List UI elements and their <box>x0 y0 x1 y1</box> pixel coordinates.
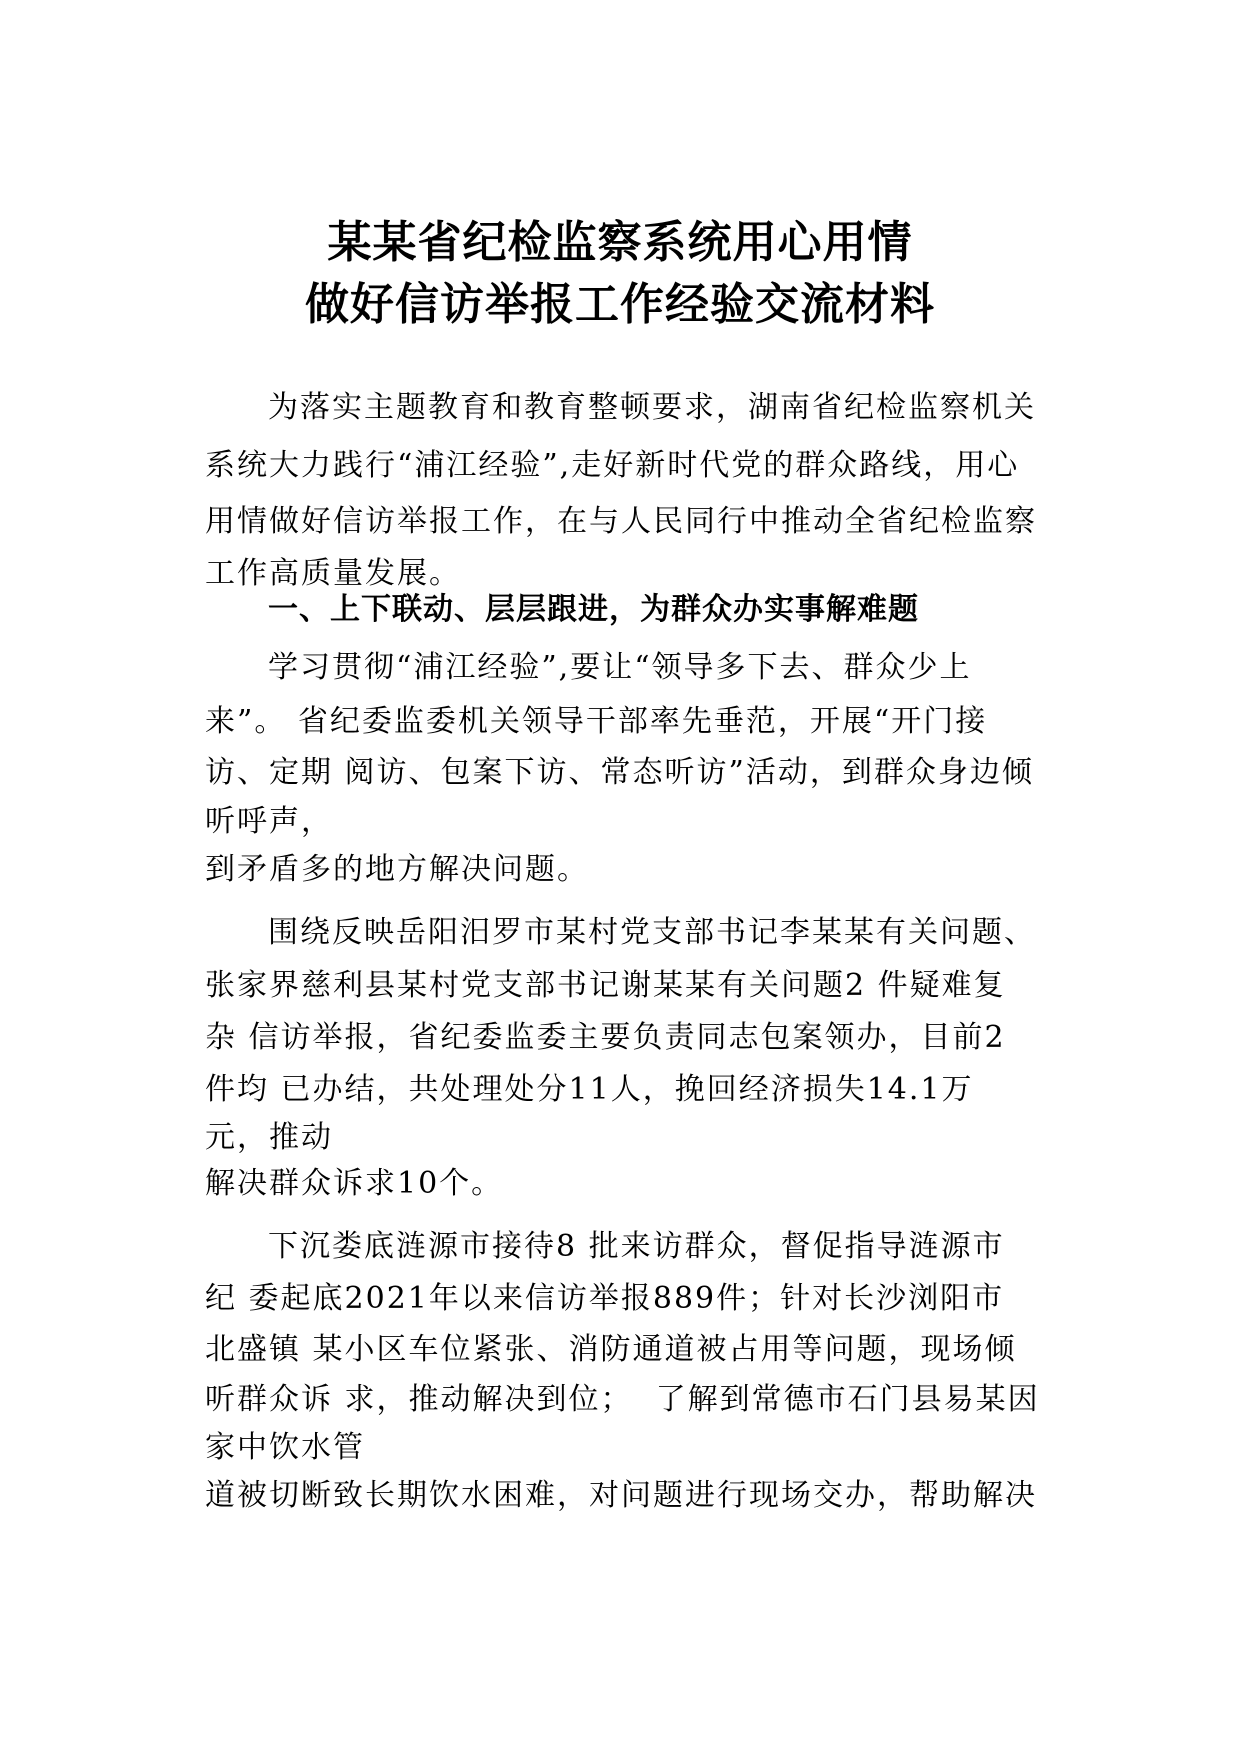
paragraph-line: 张家界慈利县某村党支部书记谢某某有关问题2 件疑难复 <box>205 968 1006 1003</box>
paragraph-line: 纪 委起底2021年以来信访举报889件；针对长沙浏阳市 <box>205 1281 1005 1316</box>
paragraph-line: 解决群众诉求10个。 <box>205 1166 504 1201</box>
paragraph-line: 系统大力践行“浦江经验”,走好新时代党的群众路线，用心 <box>205 448 1020 483</box>
paragraph-line: 来”。 省纪委监委机关领导干部率先垂范，开展“开门接 <box>205 704 988 739</box>
paragraph-line: 北盛镇 某小区车位紧张、消防通道被占用等问题，现场倾 <box>205 1332 1017 1367</box>
paragraph-line: 围绕反映岳阳汨罗市某村党支部书记李某某有关问题、 <box>268 915 1036 950</box>
paragraph-line: 工作高质量发展。 <box>205 556 461 591</box>
title-line-2: 做好信访举报工作经验交流材料 <box>305 279 935 330</box>
paragraph-line: 为落实主题教育和教育整顿要求，湖南省纪检监察机关 <box>268 390 1036 425</box>
paragraph-line: 元，推动 <box>205 1120 333 1155</box>
paragraph-line: 访、定期 阅访、包案下访、常态听访”活动，到群众身边倾 <box>205 755 1034 790</box>
paragraph-line: 听群众诉 求，推动解决到位； 了解到常德市石门县易某因 <box>205 1382 1040 1417</box>
paragraph-line: 学习贯彻“浦江经验”,要让“领导多下去、群众少上 <box>268 650 972 685</box>
section-heading: 一、上下联动、层层跟进，为群众办实事解难题 <box>268 592 919 627</box>
paragraph-line: 到矛盾多的地方解决问题。 <box>205 852 589 887</box>
paragraph-line: 杂 信访举报，省纪委监委主要负责同志包案领办，目前2 <box>205 1020 1006 1055</box>
paragraph-line: 道被切断致长期饮水困难，对问题进行现场交办，帮助解决 <box>205 1478 1037 1513</box>
paragraph-line: 下沉娄底涟源市接待8 批来访群众，督促指导涟源市 <box>268 1229 1005 1264</box>
paragraph-line: 件均 已办结，共处理处分11人，挽回经济损失14.1万 <box>205 1072 974 1107</box>
paragraph-line: 听呼声， <box>205 804 333 839</box>
title-line-1: 某某省纪检监察系统用心用情 <box>327 217 913 268</box>
paragraph-line: 家中饮水管 <box>205 1430 365 1465</box>
document-title <box>0 212 1240 336</box>
paragraph-line: 用情做好信访举报工作，在与人民同行中推动全省纪检监察 <box>205 504 1037 539</box>
